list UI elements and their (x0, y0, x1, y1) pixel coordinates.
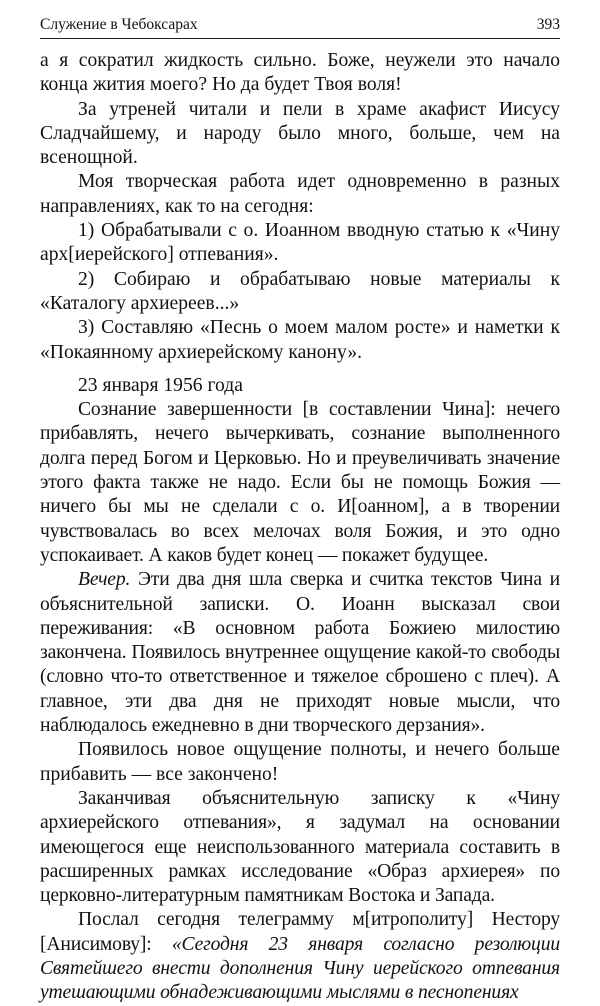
book-page (40, 16, 560, 1006)
page-header (40, 16, 560, 39)
list-item: 2) Собираю и обрабатываю новые материалы к «Каталогу архиереев...» (40, 268, 560, 314)
paragraph: а я сократил жидкость сильно. Боже, неужели это начало конца жития моего? Но да будет Твоя воля! (40, 50, 560, 96)
running-title: Служение в Чебоксарах (40, 16, 198, 33)
list-item: 1) Обрабатывали с о. Иоанном вводную статью к «Чину арх[иерейского] отпевания». (40, 220, 560, 266)
page-body (40, 49, 560, 1006)
italic-lead: Вечер. (78, 569, 131, 591)
page-number: 393 (536, 16, 560, 33)
paragraph (40, 908, 560, 1005)
paragraph: Появилось новое ощущение полноты, и нечего больше прибавить — все закончено! (40, 739, 560, 785)
paragraph-text: Послал сегодня телеграмму м[итрополиту] Нестору [Анисимову]: (40, 909, 560, 955)
paragraph: Сознание завершенности [в составлении Чина]: нечего прибавлять, нечего вычеркивать, сознание выполненного долга перед Богом и Церковью. Но и преувеличивать значение этого факта также не надо. Если бы не помощь Божия — ничего бы мы не сделали с о. И[оанном], а в творении чувствовалась во всех мелочах воля Божия, и это одно успокаивает. А каков будет конец — покажет будущее. (40, 399, 560, 566)
diary-date-heading: 23 января 1956 года (78, 374, 243, 396)
paragraph: За утреней читали и пели в храме акафист Иисусу Сладчайшему, и народу было много, больше, чем на всенощной. (40, 98, 560, 169)
paragraph: Заканчивая объяснительную записку к «Чину архиерейского отпевания», я задумал на основании имеющегося еще неиспользованного материала составить в расширенных рамках исследование «Образ архиерея» по церковно-литературным памятникам Востока и Запада. (40, 787, 560, 907)
list-item: 3) Составляю «Песнь о моем малом росте» и наметки к «Покаянному архиерейскому канону». (40, 317, 560, 363)
paragraph (40, 568, 560, 738)
paragraph-text: Эти два дня шла сверка и считка текстов Чина и объяснительной записки. О. Иоанн высказал свои переживания: «В основном работа Божиею милостию закончена. Появилось внутреннее ощущение какой-то свободы (словно что-то ответственное и тяжелое сброшено с плеч). А главное, эти два дня не приходят новые мысли, что наблюдалось ежедневно в дни творческого дерзания». (40, 569, 560, 737)
paragraph: Моя творческая работа идет одновременно в разных направлениях, как то на сегодня: (40, 171, 560, 217)
italic-quote: «Сегодня 23 января согласно резолюции Святейшего внести дополнения Чину иерейского отпевания утешающими обнадеживающими мыслями в песнопениях (40, 933, 560, 1004)
